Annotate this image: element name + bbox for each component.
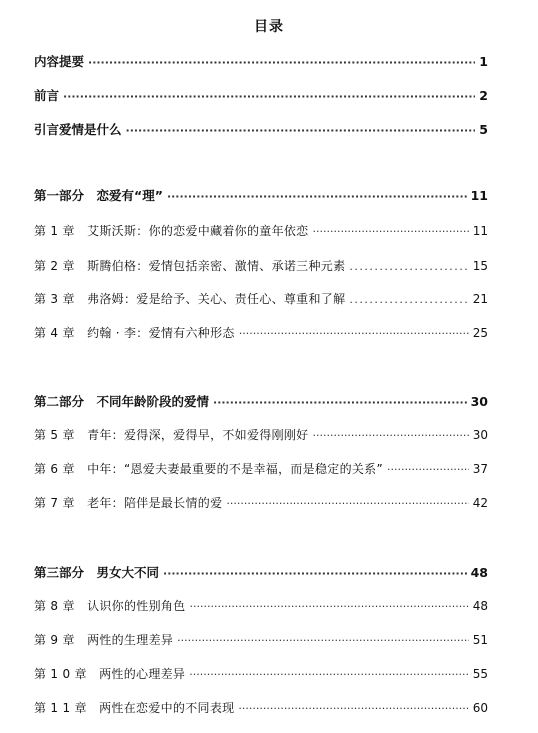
toc-entry-label: 第 4 章 约翰 · 李：爱情有六种形态 [34,326,235,340]
toc-entry-introduction[interactable] [34,120,488,138]
toc-entry-label: 第三部分 男女大不同 [34,565,160,580]
dot-leader [239,327,469,340]
toc-entry-page: 37 [472,462,488,476]
toc-entry-chapter-9[interactable] [34,631,488,648]
toc-entry-page: 21 [472,292,488,306]
dot-leader [213,396,467,409]
dot-leader [387,463,469,476]
toc-entry-chapter-4[interactable] [34,324,488,341]
toc-entry-label: 第 1 章 艾斯沃斯：你的恋爱中藏着你的童年依恋 [34,224,309,238]
toc-entry-page: 51 [472,633,488,647]
toc-entry-label: 第 5 章 青年：爱得深，爱得早，不如爱得刚刚好 [34,428,309,442]
toc-entry-label: 第 1 0 章 两性的心理差异 [34,667,186,681]
toc-entry-page: 30 [472,428,488,442]
toc-entry-page: 1 [479,54,488,69]
toc-entry-chapter-10[interactable] [34,665,488,682]
toc-entry-label: 前言 [34,88,60,103]
toc-entry-chapter-1[interactable] [34,222,488,239]
toc-entry-label: 内容提要 [34,54,85,69]
dot-leader [88,56,475,69]
toc-entry-page: 5 [479,122,488,137]
dot-leader [349,293,468,306]
dot-leader [349,260,468,273]
toc-title: 目录 [254,19,284,35]
toc-entry-page: 11 [470,188,488,203]
toc-entry-part-1[interactable] [34,186,488,204]
toc-entry-part-2[interactable] [34,392,488,410]
toc-entry-chapter-6[interactable] [34,460,488,477]
toc-entry-page: 15 [472,259,488,273]
toc-entry-page: 11 [472,224,488,238]
dot-leader [189,600,468,613]
dot-leader [312,225,468,238]
dot-leader [238,702,468,715]
toc-entry-label: 第 7 章 老年：陪伴是最长情的爱 [34,496,223,510]
toc-entry-preface[interactable] [34,86,488,104]
toc-entry-label: 第 3 章 弗洛姆：爱是给予、关心、责任心、尊重和了解 [34,292,346,306]
toc-entry-chapter-8[interactable] [34,597,488,614]
toc-entry-summary[interactable] [34,52,488,70]
toc-entry-chapter-2[interactable] [34,257,488,274]
toc-entry-chapter-3[interactable] [34,290,488,307]
toc-entry-label: 第 6 章 中年：“恩爱夫妻最重要的不是幸福，而是稳定的关系” [34,462,383,476]
toc-entry-label: 第 9 章 两性的生理差异 [34,633,174,647]
toc-entry-page: 42 [472,496,488,510]
dot-leader [189,668,469,681]
dot-leader [63,90,475,103]
toc-entry-page: 60 [472,701,488,715]
toc-entry-label: 第二部分 不同年龄阶段的爱情 [34,394,210,409]
toc-entry-label: 第 1 1 章 两性在恋爱中的不同表现 [34,701,235,715]
dot-leader [167,190,467,203]
toc-entry-chapter-5[interactable] [34,426,488,443]
toc-entry-chapter-11[interactable] [34,699,488,716]
dot-leader [312,429,468,442]
toc-entry-page: 30 [470,394,488,409]
dot-leader [163,567,467,580]
toc-entry-part-3[interactable] [34,563,488,581]
toc-entry-page: 48 [472,599,488,613]
dot-leader [226,497,468,510]
toc-entry-page: 55 [472,667,488,681]
toc-entry-chapter-7[interactable] [34,494,488,511]
dot-leader [126,124,476,137]
dot-leader [177,634,469,647]
toc-entry-label: 第 2 章 斯腾伯格：爱情包括亲密、激情、承诺三种元素 [34,259,346,273]
toc-entry-label: 第一部分 恋爱有“理” [34,188,163,203]
toc-entry-page: 2 [479,88,488,103]
toc-entry-page: 48 [470,565,488,580]
toc-entry-label: 第 8 章 认识你的性别角色 [34,599,186,613]
toc-entry-page: 25 [472,326,488,340]
toc-entry-label: 引言爱情是什么 [34,122,122,137]
